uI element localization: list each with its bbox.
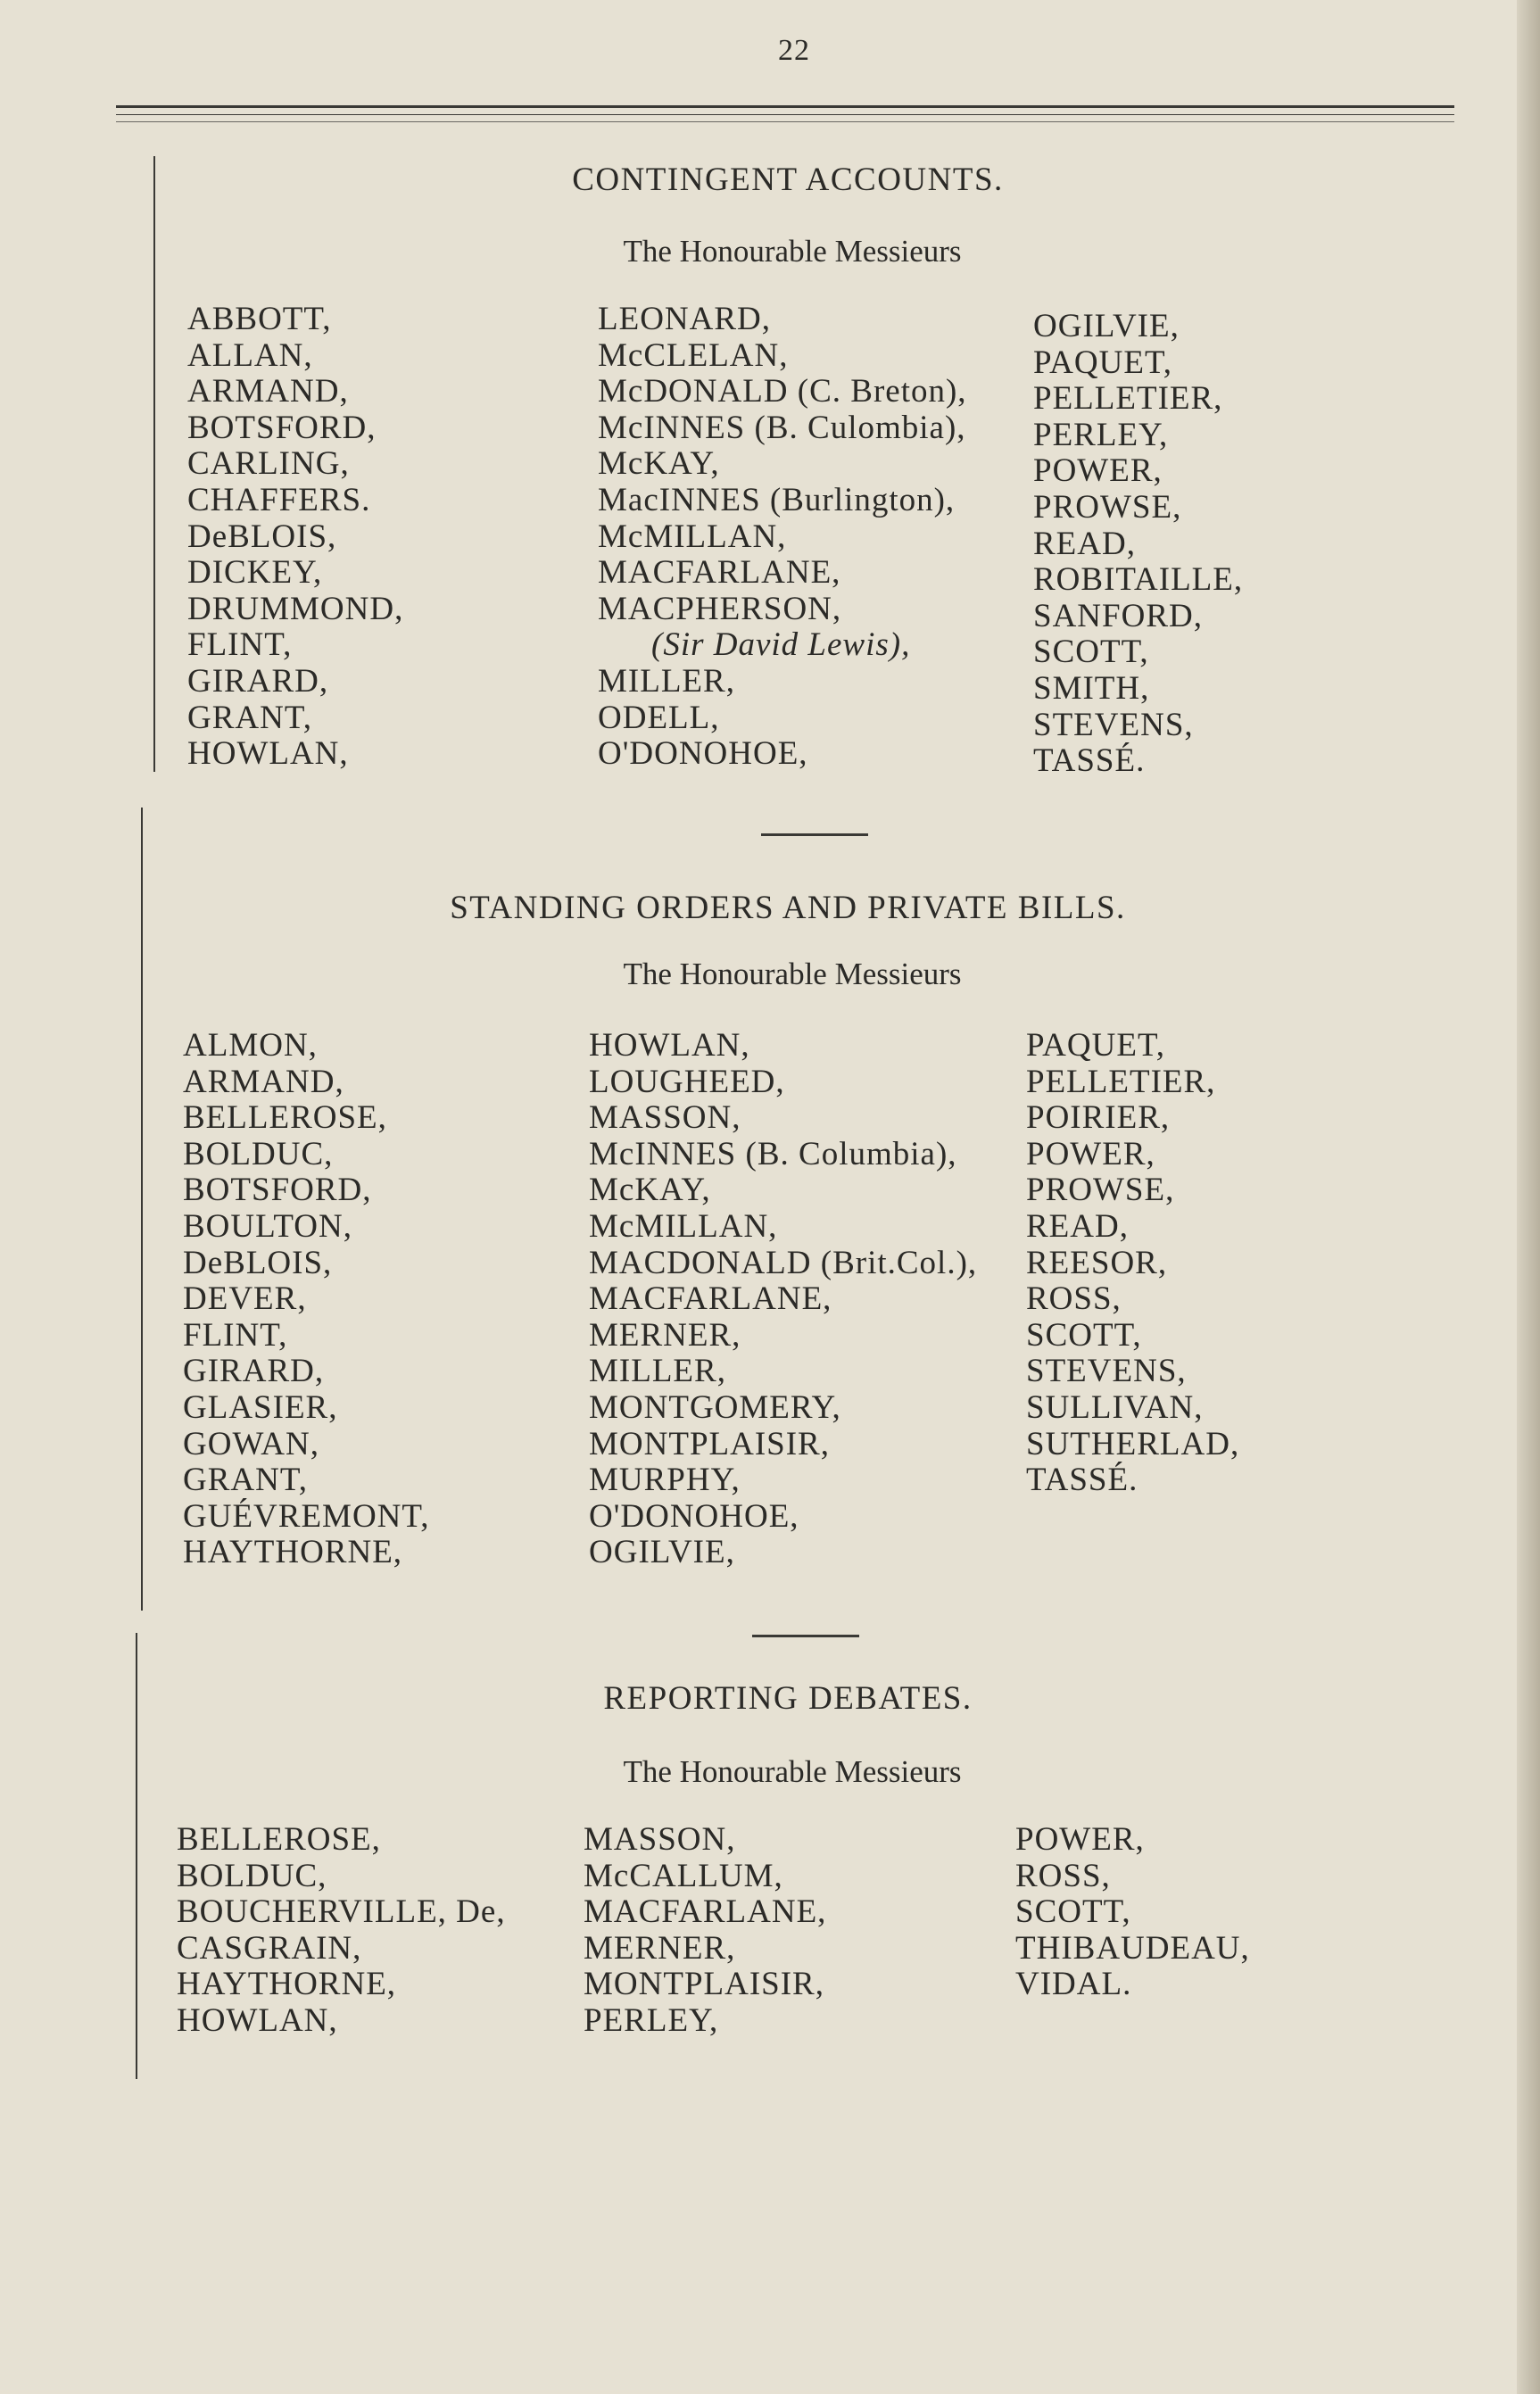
- member-name: REESOR,: [1026, 1244, 1168, 1281]
- member-name: McINNES (B. Culombia),: [598, 409, 966, 446]
- member-name: POIRIER,: [1026, 1099, 1171, 1137]
- member-name: THIBAUDEAU,: [1015, 1929, 1250, 1967]
- member-name: SCOTT,: [1026, 1316, 1142, 1354]
- member-name: SANFORD,: [1033, 597, 1203, 634]
- member-name: PROWSE,: [1033, 488, 1182, 526]
- member-name: GOWAN,: [183, 1425, 319, 1462]
- member-name: GRANT,: [183, 1462, 308, 1499]
- member-name: TASSÉ.: [1033, 742, 1146, 780]
- header-rule-thin: [116, 121, 1454, 122]
- member-name: HOWLAN,: [589, 1027, 750, 1064]
- member-name: McMILLAN,: [598, 518, 787, 555]
- member-name: PAQUET,: [1026, 1027, 1166, 1064]
- member-name: MACDONALD (Brit.Col.),: [589, 1244, 978, 1281]
- section-subtitle: The Honourable Messieurs: [623, 1754, 962, 1789]
- member-name: ODELL,: [598, 699, 720, 736]
- member-name: MURPHY,: [589, 1462, 741, 1499]
- header-rule-thick: [116, 105, 1454, 108]
- member-name: PERLEY,: [1033, 416, 1169, 453]
- member-name: ALLAN,: [187, 336, 313, 374]
- member-name: FLINT,: [187, 626, 293, 664]
- member-name: POWER,: [1026, 1135, 1155, 1172]
- name-column-3: [1033, 309, 1243, 780]
- member-name: BELLEROSE,: [177, 1821, 381, 1858]
- member-name: PROWSE,: [1026, 1172, 1175, 1209]
- page-edge-shadow: [1517, 0, 1540, 2394]
- member-name: BOTSFORD,: [187, 409, 377, 446]
- member-name: DRUMMOND,: [187, 590, 404, 627]
- name-column-2: [589, 1028, 977, 1571]
- member-name: PAQUET,: [1033, 344, 1173, 381]
- section-separator: [761, 833, 868, 836]
- member-name: MONTPLAISIR,: [589, 1425, 830, 1462]
- page-number: 22: [778, 34, 810, 67]
- name-column-1: [183, 1028, 430, 1571]
- member-name: POWER,: [1015, 1821, 1145, 1858]
- member-name: LOUGHEED,: [589, 1063, 785, 1100]
- member-name: CARLING,: [187, 445, 350, 483]
- member-name: HOWLAN,: [177, 2001, 338, 2039]
- member-name: TASSÉ.: [1026, 1462, 1138, 1499]
- member-name: GLASIER,: [183, 1388, 338, 1426]
- member-name: SUTHERLAD,: [1026, 1425, 1240, 1462]
- member-name: ABBOTT,: [187, 301, 332, 337]
- member-name: BOUCHERVILLE, De,: [177, 1893, 506, 1931]
- member-name: HAYTHORNE,: [177, 1966, 397, 2003]
- member-name: POWER,: [1033, 452, 1163, 490]
- member-name: MacINNES (Burlington),: [598, 481, 956, 518]
- member-name: BOULTON,: [183, 1207, 352, 1245]
- member-name: READ,: [1026, 1207, 1129, 1245]
- member-name: O'DONOHOE,: [598, 735, 808, 773]
- member-name: ROSS,: [1026, 1280, 1122, 1318]
- member-name: MERNER,: [584, 1929, 736, 1967]
- member-name: MASSON,: [584, 1821, 736, 1858]
- name-column-1: [177, 1822, 506, 2040]
- left-margin-line: [141, 808, 143, 1611]
- member-name: OGILVIE,: [589, 1534, 735, 1571]
- member-name: PELLETIER,: [1026, 1063, 1216, 1100]
- member-name: OGILVIE,: [1033, 308, 1180, 344]
- member-name: GIRARD,: [183, 1353, 325, 1390]
- member-name: McKAY,: [589, 1172, 711, 1209]
- member-name: McCALLUM,: [584, 1857, 783, 1894]
- member-name: MASSON,: [589, 1099, 741, 1137]
- member-name: HOWLAN,: [187, 735, 349, 773]
- member-name: READ,: [1033, 525, 1136, 562]
- member-name: MILLER,: [598, 662, 735, 700]
- member-name: PELLETIER,: [1033, 380, 1223, 418]
- member-name: MONTGOMERY,: [589, 1388, 841, 1426]
- member-name: McDONALD (C. Breton),: [598, 373, 967, 410]
- member-name: GIRARD,: [187, 662, 329, 700]
- member-name: SCOTT,: [1015, 1893, 1131, 1931]
- member-name: SCOTT,: [1033, 634, 1149, 671]
- name-column-1: [187, 302, 403, 773]
- member-name: MACPHERSON,: [598, 590, 842, 627]
- member-name: VIDAL.: [1015, 1966, 1132, 2003]
- section-title: CONTINGENT ACCOUNTS.: [572, 162, 1004, 198]
- name-column-3: [1015, 1822, 1250, 2003]
- section-separator: [752, 1635, 859, 1637]
- member-name: BOLDUC,: [183, 1135, 334, 1172]
- member-name: LEONARD,: [598, 301, 772, 337]
- member-name: ROBITAILLE,: [1033, 561, 1244, 599]
- member-name: DICKEY,: [187, 554, 323, 592]
- member-name: SULLIVAN,: [1026, 1388, 1204, 1426]
- member-name: GRANT,: [187, 699, 312, 736]
- member-name: MERNER,: [589, 1316, 741, 1354]
- member-name: (Sir David Lewis),: [651, 626, 911, 664]
- member-name: MONTPLAISIR,: [584, 1966, 824, 2003]
- section-title: STANDING ORDERS AND PRIVATE BILLS.: [450, 890, 1126, 926]
- header-rule-middle: [116, 114, 1454, 115]
- member-name: MACFARLANE,: [589, 1280, 832, 1318]
- member-name: DeBLOIS,: [183, 1244, 333, 1281]
- section-title: REPORTING DEBATES.: [603, 1680, 973, 1717]
- member-name: MILLER,: [589, 1353, 726, 1390]
- member-name: SMITH,: [1033, 669, 1150, 707]
- member-name: McMILLAN,: [589, 1207, 778, 1245]
- member-name: BELLEROSE,: [183, 1099, 387, 1137]
- member-name: McKAY,: [598, 445, 720, 483]
- member-name: McCLELAN,: [598, 336, 789, 374]
- member-name: STEVENS,: [1026, 1353, 1187, 1390]
- member-name: HAYTHORNE,: [183, 1534, 403, 1571]
- member-name: DEVER,: [183, 1280, 307, 1318]
- member-name: CHAFFERS.: [187, 481, 371, 518]
- member-name: PERLEY,: [584, 2001, 719, 2039]
- member-name: GUÉVREMONT,: [183, 1497, 430, 1535]
- member-name: ARMAND,: [183, 1063, 344, 1100]
- member-name: BOTSFORD,: [183, 1172, 372, 1209]
- section-subtitle: The Honourable Messieurs: [623, 957, 962, 991]
- member-name: STEVENS,: [1033, 706, 1194, 743]
- member-name: DeBLOIS,: [187, 518, 337, 555]
- member-name: O'DONOHOE,: [589, 1497, 799, 1535]
- name-column-2: [584, 1822, 826, 2040]
- member-name: FLINT,: [183, 1316, 288, 1354]
- member-name: MACFARLANE,: [598, 554, 841, 592]
- member-name: MACFARLANE,: [584, 1893, 827, 1931]
- member-name: CASGRAIN,: [177, 1929, 362, 1967]
- member-name: BOLDUC,: [177, 1857, 327, 1894]
- name-column-2: [598, 302, 967, 773]
- member-name: ROSS,: [1015, 1857, 1111, 1894]
- name-column-3: [1026, 1028, 1239, 1499]
- section-subtitle: The Honourable Messieurs: [623, 234, 962, 269]
- member-name: ALMON,: [183, 1027, 318, 1064]
- member-name: McINNES (B. Columbia),: [589, 1135, 957, 1172]
- member-name: ARMAND,: [187, 373, 349, 410]
